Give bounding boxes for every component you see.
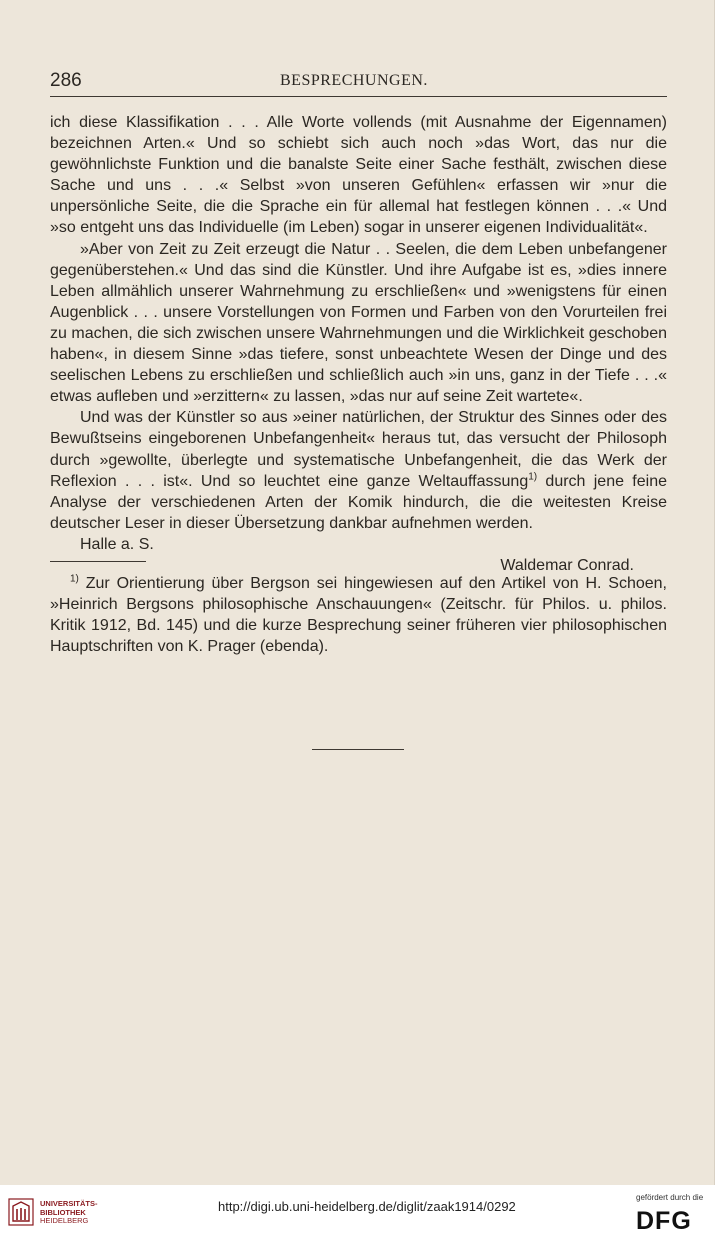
paragraph-text: durch jene feine Analyse der verschiedenen Arten der Komik hindurch, die die weitesten Kreise deutscher Leser in dieser Übersetzung dankbar aufnehmen werden.: [50, 472, 667, 532]
library-name: [40, 1200, 98, 1226]
library-name-line: UNIVERSITÄTS-: [40, 1199, 98, 1208]
paragraph-with-footnote-reference: [50, 407, 667, 534]
library-logo-icon: [8, 1198, 34, 1226]
author-signature: Waldemar Conrad.: [500, 556, 634, 574]
source-url-link[interactable]: http://digi.ub.uni-heidelberg.de/diglit/zaak1914/0292: [218, 1199, 516, 1214]
page-header: [50, 70, 667, 97]
place-line: Halle a. S.: [80, 535, 154, 553]
digitization-footer: [0, 1185, 715, 1239]
paragraph: »Aber von Zeit zu Zeit erzeugt die Natur . . Seelen, die dem Leben unbefangener gegenüberstehen.« Und das sind die Künstler. Und ihre Aufgabe ist es, »dies innere Leben allmählich unserer Wahrnehmung zu erschließen« und »wenigstens für einen Augenblick . . . unsere Vorstellungen von Formen und Farben von den Vorurteilen frei zu machen, die sich zwischen unsere Wahrnehmungen und die Wirklichkeit geschoben haben«, in diesem Sinne »das tiefere, sonst unbeachtete Wesen der Dinge und des seelischen Lebens zu erschließen und schließlich auch »in uns, ganz in der Tiefe . . .« etwas aufleben und »erzittern« zu lassen, »das nur auf seine Zeit wartete«.: [50, 240, 667, 406]
footnote: [50, 573, 667, 657]
library-name-line: HEIDELBERG: [40, 1216, 89, 1225]
funding-caption: gefördert durch die: [636, 1193, 704, 1202]
paragraph: ich diese Klassifikation . . . Alle Worte vollends (mit Ausnahme der Eigennamen) bezeichnen Arten.« Und so schiebt sich auch noch »das Wort, das nur die gewöhnlichste Funktion und die banalste Seite einer Sache festhält, zwischen diese Sache und uns . . .« Selbst »von unseren Gefühlen« erfassen wir »nur die unpersönliche Seite, die die Sprache ein für allemal hat festlegen können . . .« Und »so entgeht uns das Individuelle (im Leben) sogar in unserer eigenen Individualität«.: [50, 114, 667, 237]
library-name-line: BIBLIOTHEK: [40, 1207, 86, 1217]
dfg-logo: DFG: [636, 1207, 692, 1235]
footnote-text: Zur Orientierung über Bergson sei hingewiesen auf den Artikel von H. Schoen, »Heinrich Bergsons philosophische Anschauungen« (Zeitschr. für Philos. u. philos. Kritik 1912, Bd. 145) und die kurze Besprechung seiner früheren vier philosophischen Hauptschriften von K. Prager (ebenda).: [50, 575, 667, 655]
page-number: 286: [50, 70, 82, 91]
review-text: [50, 112, 667, 576]
running-head: BESPRECHUNGEN.: [280, 72, 428, 89]
footnote-reference: 1): [528, 471, 538, 483]
footnote-divider: [50, 561, 146, 562]
end-rule: [312, 749, 404, 750]
paragraph-text: Und was der Künstler so aus »einer natürlichen, der Struktur des Sinnes oder des Bewußtseins eingeborenen Unbefangenheit« heraus tut, das versucht der Philosoph durch »gewollte, überlegte und systematische Unbefangenheit, die das Werk der Reflexion . . . ist«. Und so leuchtet eine ganze Weltauffassung: [50, 409, 667, 490]
footnote-marker: 1): [70, 573, 79, 585]
